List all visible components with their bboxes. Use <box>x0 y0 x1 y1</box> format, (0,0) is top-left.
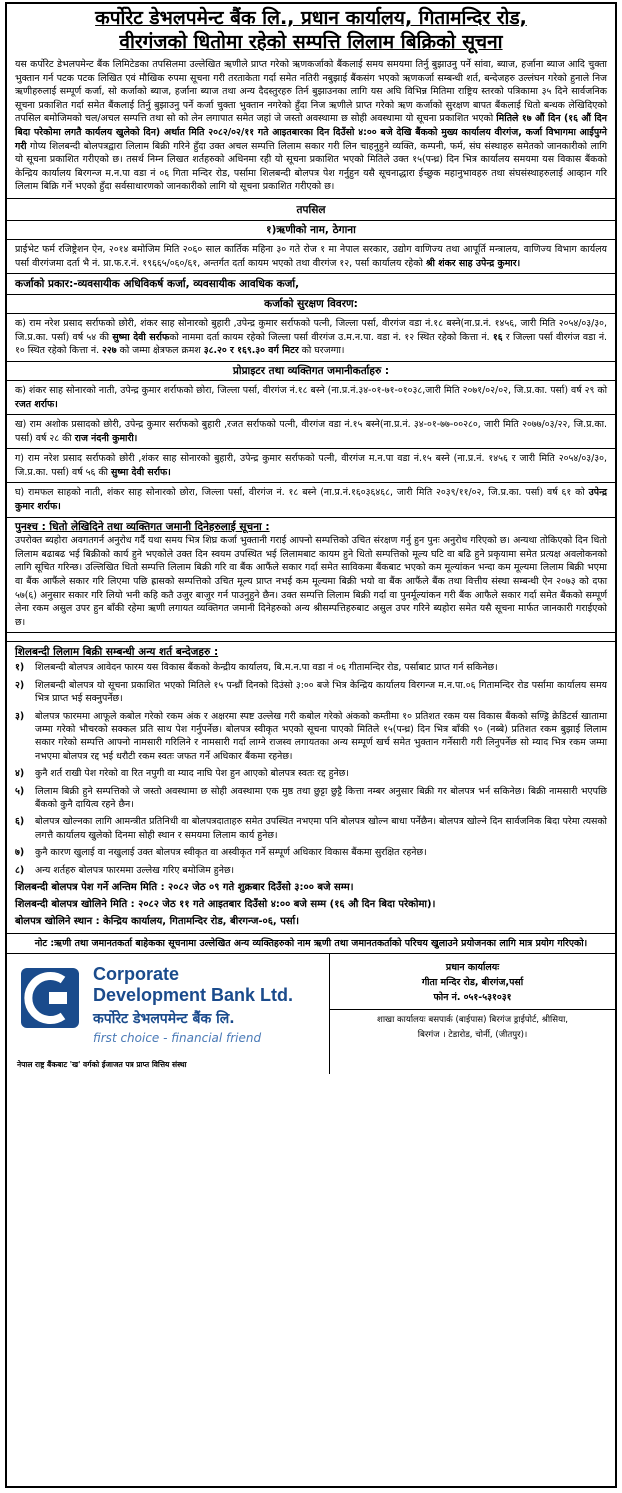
conditions-list <box>7 659 615 879</box>
bank-logo-icon <box>19 966 81 1030</box>
guarantor-text: ख) राम अशोक प्रसादको छोरी, उपेन्द्र कुमार सर्राफको बुहारी ,रजत सर्राफको पत्नी, वीरगंज वडा नं.१५ बस्ने(ना.प्र.नं. ३४-०१-७७-००२८०, जारी मिति २०७७/०३/२२, जि.प्र.का. पर्सा) वर्ष २८ की <box>15 419 607 444</box>
divider <box>7 633 615 642</box>
guarantor-item <box>7 483 615 517</box>
plot-area: ३८.२० र १६९.३० वर्ग मिटर <box>203 345 299 357</box>
plot-number-1: १६ <box>492 331 503 343</box>
opening-value: : २०८२ जेठ ११ गते आइतबार दिउँसो ४:०० बजे सम्म (१६ औ दिन बिदा परेकोमा)। <box>130 899 436 911</box>
condition-item <box>7 677 615 708</box>
guarantor-item <box>7 381 615 415</box>
condition-text: शिलबन्दी बोलपत्र आवेदन फारम यस विकास बैंकको केन्द्रीय कार्यालय, बि.म.न.पा वडा नं ०६ गीतामन्दिर रोड, पर्साबाट प्राप्त गर्न सकिनेछ। <box>35 662 498 674</box>
guarantor-name: रजत शर्राफ। <box>15 398 58 410</box>
condition-item <box>7 783 615 814</box>
borrower-details <box>7 240 615 274</box>
security-text-2: को नाममा दर्ता कायम रहेको जिल्ला पर्सा वीरगंज उ.म.न.पा. वडा नं. १२ स्थित रहेको कित्ता नं. <box>169 331 490 343</box>
guarantor-text: घ) रामफल साहको नाती, शंकर साह सोनारको छोरा, जिल्ला पर्सा, वीरगंज नं. १८ बस्ने (ना.प्र.नं.१६०३६४६८, जारी मिति २०३९/११/०२, जि.प्र.का. पर्सा) वर्ष ६१ को <box>15 487 585 499</box>
intro-text-2: गोप्य शिलबन्दी बोलपत्रद्वारा लिलाम बिक्री गरिने हुँदा उक्त अचल सम्पत्ति लिलाम सकार गरी लिन चाहनुहुने व्यक्ति, कम्पनी, फर्म, संघ संस्थाहरु समेतको जानकारीको लागि यो सूचना प्रकाशित गरीएको छ। तसर्थ निम्न लिखत शर्तहरुको अधिनमा रही यो सूचना प्रकाशित भएको मितिले उक्त १५(पन्ध्र) दिन भित्र कार्यालय समयमा यस विकास बैंकको केन्द्रिय कार्यालय बिरगन्ज म.न.पा वडा नं ०६ गिता मन्दिर रोड, पर्सामा शिलबन्दी बोलपत्र पेश गर्नुहुन यसै सूचनाद्धारा ईच्छुक महानुभावहरु तथा संघसंस्थाहरुलाई आव्हान गरि लिलाम बिक्रि गर्ने भएको हुँदा सर्वसाधारणको जानकारीको लागि यो सूचना प्रकाशित गरीएको छ। <box>15 140 607 193</box>
deadline-row <box>7 879 615 896</box>
place-value: : केन्द्रिय कार्यालय, गितामन्दिर रोड, बीरगन्ज-०६, पर्सा। <box>95 916 300 928</box>
branches-line-1: शाखा कार्यालयः बसपार्क (बाईपास) बिरगंज ड्राईपोर्ट, श्रीसिया, <box>376 1015 569 1026</box>
condition-text: शिलबन्दी बोलपत्र यो सूचना प्रकाशित भएको मितिले १५ पन्ध्रौं दिनको दिउंसो ३:०० बजे भित्र केन्द्रिय कार्यालय विरगन्ज म.न.पा.०६ गितामन्दिर रोड पर्सामा कार्यालय समय भित्र प्राप्त भई सक्नुपर्नेछ। <box>35 679 607 705</box>
security-text-4: को जम्मा क्षेत्रफल क्रमश <box>119 345 201 357</box>
guarantor-name: सुष्मा देवी सर्राफ। <box>110 466 171 478</box>
condition-number: ५) <box>15 785 25 797</box>
conditions-heading: शिलबन्दी लिलाम बिक्री सम्बन्धी अन्य शर्त बन्देजहरु : <box>15 646 219 659</box>
security-text-5: को घरजग्गा। <box>301 345 345 357</box>
condition-item <box>7 659 615 676</box>
condition-number: ८) <box>15 864 25 876</box>
punascha-section <box>7 518 615 634</box>
tagline: first choice - financial friend <box>93 1031 262 1046</box>
company-name-line-2: Development Bank Ltd. <box>93 985 294 1006</box>
condition-number: ६) <box>15 816 25 828</box>
office-address: गीता मन्दिर रोड, बीरगंज,पर्सा <box>421 977 524 989</box>
bank-logo-block <box>7 954 330 1074</box>
title-line-2: वीरगंजको धितोमा रहेको सम्पत्ति लिलाम बिक्रिको सूचना <box>119 31 503 53</box>
intro-highlight: मितिले १७ औं दिन (१६ औं दिन बिदा परेकोमा लगतै कार्यलय खुलेको दिन) अर्थात मिति २०८२/०२/११ गते आइतबारका दिन दिउँसो ४:०० बजे देखि बैंकको मुख्य कार्यालय वीरगंज, कर्जा विभागमा आईपुग्ने गरी <box>15 113 607 152</box>
office-title: प्रधान कार्यालयः <box>445 962 500 974</box>
security-owner: सुष्मा देवी सर्राफ <box>112 331 170 343</box>
condition-text: लिलाम बिक्री हुने सम्पत्तिको जे जस्तो अवस्थामा छ सोही अवस्थामा एक मुष्ठ तथा छुट्टा छुट्टै कित्ता नम्बर अनुसार बिक्री गर बोलपत्र भर्न सकिनेछ। बिक्री नामसारी भएपछि बैंकको कुनै दायित्व रहने छैन। <box>35 785 607 811</box>
footnote: नोट :ऋणी तथा जमानतकर्ता बाहेकका सूचनामा उल्लेखित अन्य व्यक्तिहरुको नाम ऋणी तथा जमानतकर्ताको परिचय खुलाउने प्रयोजनका लागि मात्र प्रयोग गरिएको। <box>7 933 615 954</box>
place-label: बोलपत्र खोलिने स्थान <box>15 916 93 928</box>
tapsil-heading: तपसिल <box>7 198 615 220</box>
condition-text: कुनै शर्त राखी पेश गरेको वा रित नपुगी वा म्याद नाघि पेश हुन आएको बोलपत्र स्वतः रद्द हुनेछ। <box>35 768 349 780</box>
office-phone: फोन नं. ०५१-५३१०३१ <box>433 992 512 1004</box>
company-name-np: कर्पोरेट डेभलपमेन्ट बैंक लि. <box>93 1011 235 1028</box>
branches <box>330 1009 615 1043</box>
security-text-1: क) राम नरेश प्रसाद सर्राफको छोरी, शंकर साह सोनारको बुहारी ,उपेन्द्र कुमार सर्राफको पत्नी, जिल्ला पर्सा, वीरगंज वडा नं.१८ बस्ने(ना.प्र.नं. १४५६, जारी मिति २०५४/०३/३०, जि.प्र.का. पर्सा) वर्ष ५४ की <box>15 318 607 343</box>
office-info <box>330 954 615 1074</box>
deadline-label: शिलबन्दी बोलपत्र पेश गर्ने अन्तिम मिति <box>15 882 158 894</box>
condition-number: ७) <box>15 847 25 859</box>
condition-number: ३) <box>15 710 25 722</box>
place-row <box>7 913 615 930</box>
security-details <box>7 314 615 362</box>
license-text: नेपाल राष्ट्र बैंकबाट 'ख' वर्गको ईजाजत पत्र प्राप्त वित्तिय संस्था <box>17 1060 187 1070</box>
branches-line-2: बिरगंज । टेडारोड, चोर्नी, (जीतपुर)। <box>417 1030 528 1041</box>
condition-item <box>7 708 615 766</box>
condition-item <box>7 844 615 861</box>
deadline-value: : २०८२ जेठ ०९ गते शुक्रबार दिउँसो ३:०० बजे सम्म। <box>160 882 354 894</box>
guarantor-text: ग) राम नरेश प्रसाद सर्राफको छोरी ,शंकर साह सोनारको बुहारी, उपेन्द्र कुमार सर्राफको पत्नी, वीरगंज म.न.पा वडा नं.१५ बस्ने (ना.प्र.नं. १४५६ र जारी मिति २०५४/०३/३०, जि.प्र.का. पर्सा) वर्ष ५६ की <box>15 453 607 478</box>
condition-number: १) <box>15 662 25 674</box>
condition-text: अन्य शर्तहरु बोलपत्र फारममा उल्लेख गरिए बमोजिम हुनेछ। <box>35 864 235 876</box>
condition-text: बोलपत्र खोल्नका लागि आमन्त्रीत प्रतिनिधी वा बोलपत्रदाताहरु समेत उपस्थित नभएमा पनि बोलपत्र खोल्न बाधा पर्नेछैन। बोलपत्र खोल्ने दिन सार्वजनिक बिदा परेमा त्यसको लगत्तै कार्यालय खुलेको दिनमा सोही स्थान र समयमा लिलाम कार्य हुनेछ। <box>35 816 607 841</box>
condition-number: २) <box>15 679 25 691</box>
punascha-heading: पुनश्च : धितो लेखिदिने तथा व्यक्तिगत जमानी दिनेहरुलाई सूचना : <box>15 520 270 533</box>
footer <box>7 954 615 1074</box>
notice-page <box>5 2 617 1488</box>
condition-item <box>7 862 615 879</box>
company-name-line-1: Corporate <box>93 964 180 985</box>
guarantor-heading: प्रोप्राइटर तथा व्यक्तिगत जमानीकर्ताहरु : <box>7 362 615 381</box>
guarantor-text: क) शंकर साह सोनारको नाती, उपेन्द्र कुमार शर्राफको छोरा, जिल्ला पर्सा, वीरगंज नं.१८ बस्ने (ना.प्र.नं.३४-०१-७१-०१०३८,जारी मिति २०७१/०२/०२, जि.प्र.का. पर्सा) वर्ष २९ को <box>15 384 607 396</box>
opening-label: शिलबन्दी बोलपत्र खोलिने मिति <box>15 899 128 911</box>
loan-type: कर्जाको प्रकार:-व्यवसायीक अधिविकर्ष कर्जा, व्यवसायीक आवधिक कर्जा, <box>7 274 615 295</box>
opening-row <box>7 896 615 913</box>
condition-item <box>7 765 615 782</box>
guarantor-item <box>7 449 615 483</box>
security-heading: कर्जाको सुरक्षण विवरण: <box>7 295 615 314</box>
intro-paragraph <box>7 54 615 198</box>
condition-text: बोलपत्र फारममा आफूले कबोल गरेको रकम अंक र अक्षरमा स्पष्ट उल्लेख गरी कबोल गरेको अंकको कम्तीमा १० प्रतिशत रकम यस विकास बैंकको सण्ड्रि क्रेडिटर्स खातामा जम्मा गरेको भौचरको सक्कल प्रति साथ पेश गर्नुपर्नेछ। बोलपत्र स्वीकृत भएको सूचना पाएको मितिले १५(पन्ध्र) दिन भित्र बाँकी ९० (नब्बे) प्रतिशत रकम बुझाई लिलाम सकार गरेको सम्पत्ति आफ्नो नामसारी गरिलिने र नामसारी गर्दा लाग्ने राजस्व लगायतका अन्य सम्पूर्ण खर्च समेत भुक्तान गर्नेसारी गरी लिनुपर्नेछ सो म्याद भित्र रकम जम्मा नभएमा बोलपत्र रद्द भई धरौटी रकम स्वतः जफत गर्ने अधिकार बैंकमा रहनेछ। <box>35 710 607 762</box>
borrower-text: प्राईभेट फर्म रजिष्ट्रेशन ऐन, २०१४ बमोजिम मिति २०६० साल कार्तिक महिना ३० गते रोज १ मा नेपाल सरकार, उद्योग वाणिज्य तथा आपूर्ति मन्त्रालय, वाणिज्य विभाग कार्यलय पर्सा वीरगंजमा दर्ता भै नं. प्रा.फ.र.नं. १९६६५/०६०/६१, अन्तर्गत दर्ता कायम भएको तथा वीरगंज १२, पर्सा कार्यालय रहेको <box>15 243 607 269</box>
intro-text-1: यस कर्पोरेट डेभलपमेन्ट बैंक लिमिटेडका तपसिलमा उल्लेखित ऋणीले प्राप्त गरेको ऋणकर्जाको बैंकलाई समय समयमा तिर्नु बुझाउनु पर्ने सांवा, ब्याज, हर्जाना ब्याज आदि चुक्ता भुक्तान गर्न पटक पटक लिखित एवं मौखिक रुपमा सूचना गरी तरताकेता गर्दा समेत नतिरी नबुझाई बैंकसंग भएको ऋणकर्जा सम्बन्धी शर्त, बन्देजहरु उल्लंघन गरेको हुनाले निज ऋणीहरुलाई सम्पूर्ण कर्जा, सो कर्जाको ब्याज, हर्जाना ब्याज तथा अन्य दैदस्तुरहरु तिर्न बुझाउनका लागि यस अघि विभिन्न मितिमा राष्ट्रिय स्तरको पत्रिकामा ३५ दिने सार्वजनिक सूचना प्रकाशित गर्दा समेत बैंकलाई तिर्नु बुझाउनु पर्ने कर्जा चुक्ता भुक्तान नगरेको हुँदा निज ऋणीले प्राप्त गरेको ऋण कर्जाको सुरक्षण बापत बैंकलाई धितो बन्धक लेखिदिएको तपसिल बमोजिमको चल/अचल सम्पत्ति तथा सो को लेन लगापात समेत जहां जे जस्तो अवस्थामा छ सोही अवस्थामा यो सूचना प्रकाशित भएको <box>15 59 607 125</box>
condition-text: कुनै कारण खुलाई वा नखुलाई उक्त बोलपत्र स्वीकृत वा अस्वीकृत गर्ने सम्पूर्ण अधिकार विकास बैंकमा सुरक्षित रहनेछ। <box>35 847 427 859</box>
borrower-name: श्री शंकर साह उपेन्द्र कुमार। <box>425 257 521 269</box>
guarantor-name: उपेन्द्र कुमार शर्राफ। <box>15 487 608 513</box>
punascha-text: उपरोक्त ब्यहोरा अवगतगर्न अनुरोध गर्दै यथा समय भित्र शिघ्र कर्जा भुक्तानी गराई आफ्नो सम्पत्तिको उचित संरक्षण गर्नु हुन पुनः अनुरोध गरिएको छ। अन्यथा तोकिएको दिन धितो लिलाम बढाबढ भई बिक्रीको कार्य हुने भएकोले उक्त दिन स्वयम उपस्थित भई लिलामबाट कायम हुने धितो सम्पत्तिको मूल्य घटि वा बढि हुने प्रकृयामा समेत प्रत्यक्ष अवलोकनको लागि सूचित गरिन्छ। उल्लिखित धितो सम्पत्ति लिलाम बिक्री गरि वा बैंक आफैंले सकार गर्दा समेत साविकमा बैंकबाट भएको कम मूल्यांकन भन्दा कम मूल्यमा लिलाम बिक्री भएमा वा बैंक आफैंले सकार गरि लिएमा पछि ह्रासको सम्पत्तिको उचित मूल्य प्राप्त नभई कम मूल्यमा बिक्री भयो वा बैंक आफैंले बैंक तथा वित्तीय संस्था सम्बन्धी ऐन २०७३ को दफा ५७(६) अनुसार सकार गरि लियो भनी कहि कतै उजुर बाजुर गर्न पाउनुहुने छैन। उक्त सम्पत्ति लिलाम बिक्री गर्दा वा पुनर्मूल्यांकन गरी बैंक आफैले सकार गर्दा समेत बैंकको सम्पूर्ण लेना रकम असुल उपर हुन बाँकी रहेमा ऋणी लगायत व्यक्तिगत जमानी दिनेहरुको अन्य श्रीसम्पत्तिहरुबाट असुल उपर गरिने ब्यहोरा समेत यसै सूचना मार्फत जानकारी गराईएको छ। <box>15 535 607 628</box>
security-text-3: र जिल्ला पर्सा वीरगंज वडा नं. १० स्थित रहेको कित्ता नं. <box>15 331 608 357</box>
condition-item <box>7 813 615 844</box>
notice-title <box>7 6 615 54</box>
guarantor-list <box>7 381 615 518</box>
guarantor-name: राज नंदनी कुमारी। <box>74 432 138 444</box>
borrower-heading: १)ऋणीको नाम, ठेगाना <box>7 220 615 240</box>
title-line-1: कर्पोरेट डेभलपमेन्ट बैंक लि., प्रधान कार्यालय, गितामन्दिर रोड, <box>95 7 527 29</box>
condition-number: ४) <box>15 768 25 780</box>
company-name-en <box>93 964 293 1006</box>
plot-number-2: २२७ <box>102 345 117 357</box>
guarantor-item <box>7 415 615 449</box>
